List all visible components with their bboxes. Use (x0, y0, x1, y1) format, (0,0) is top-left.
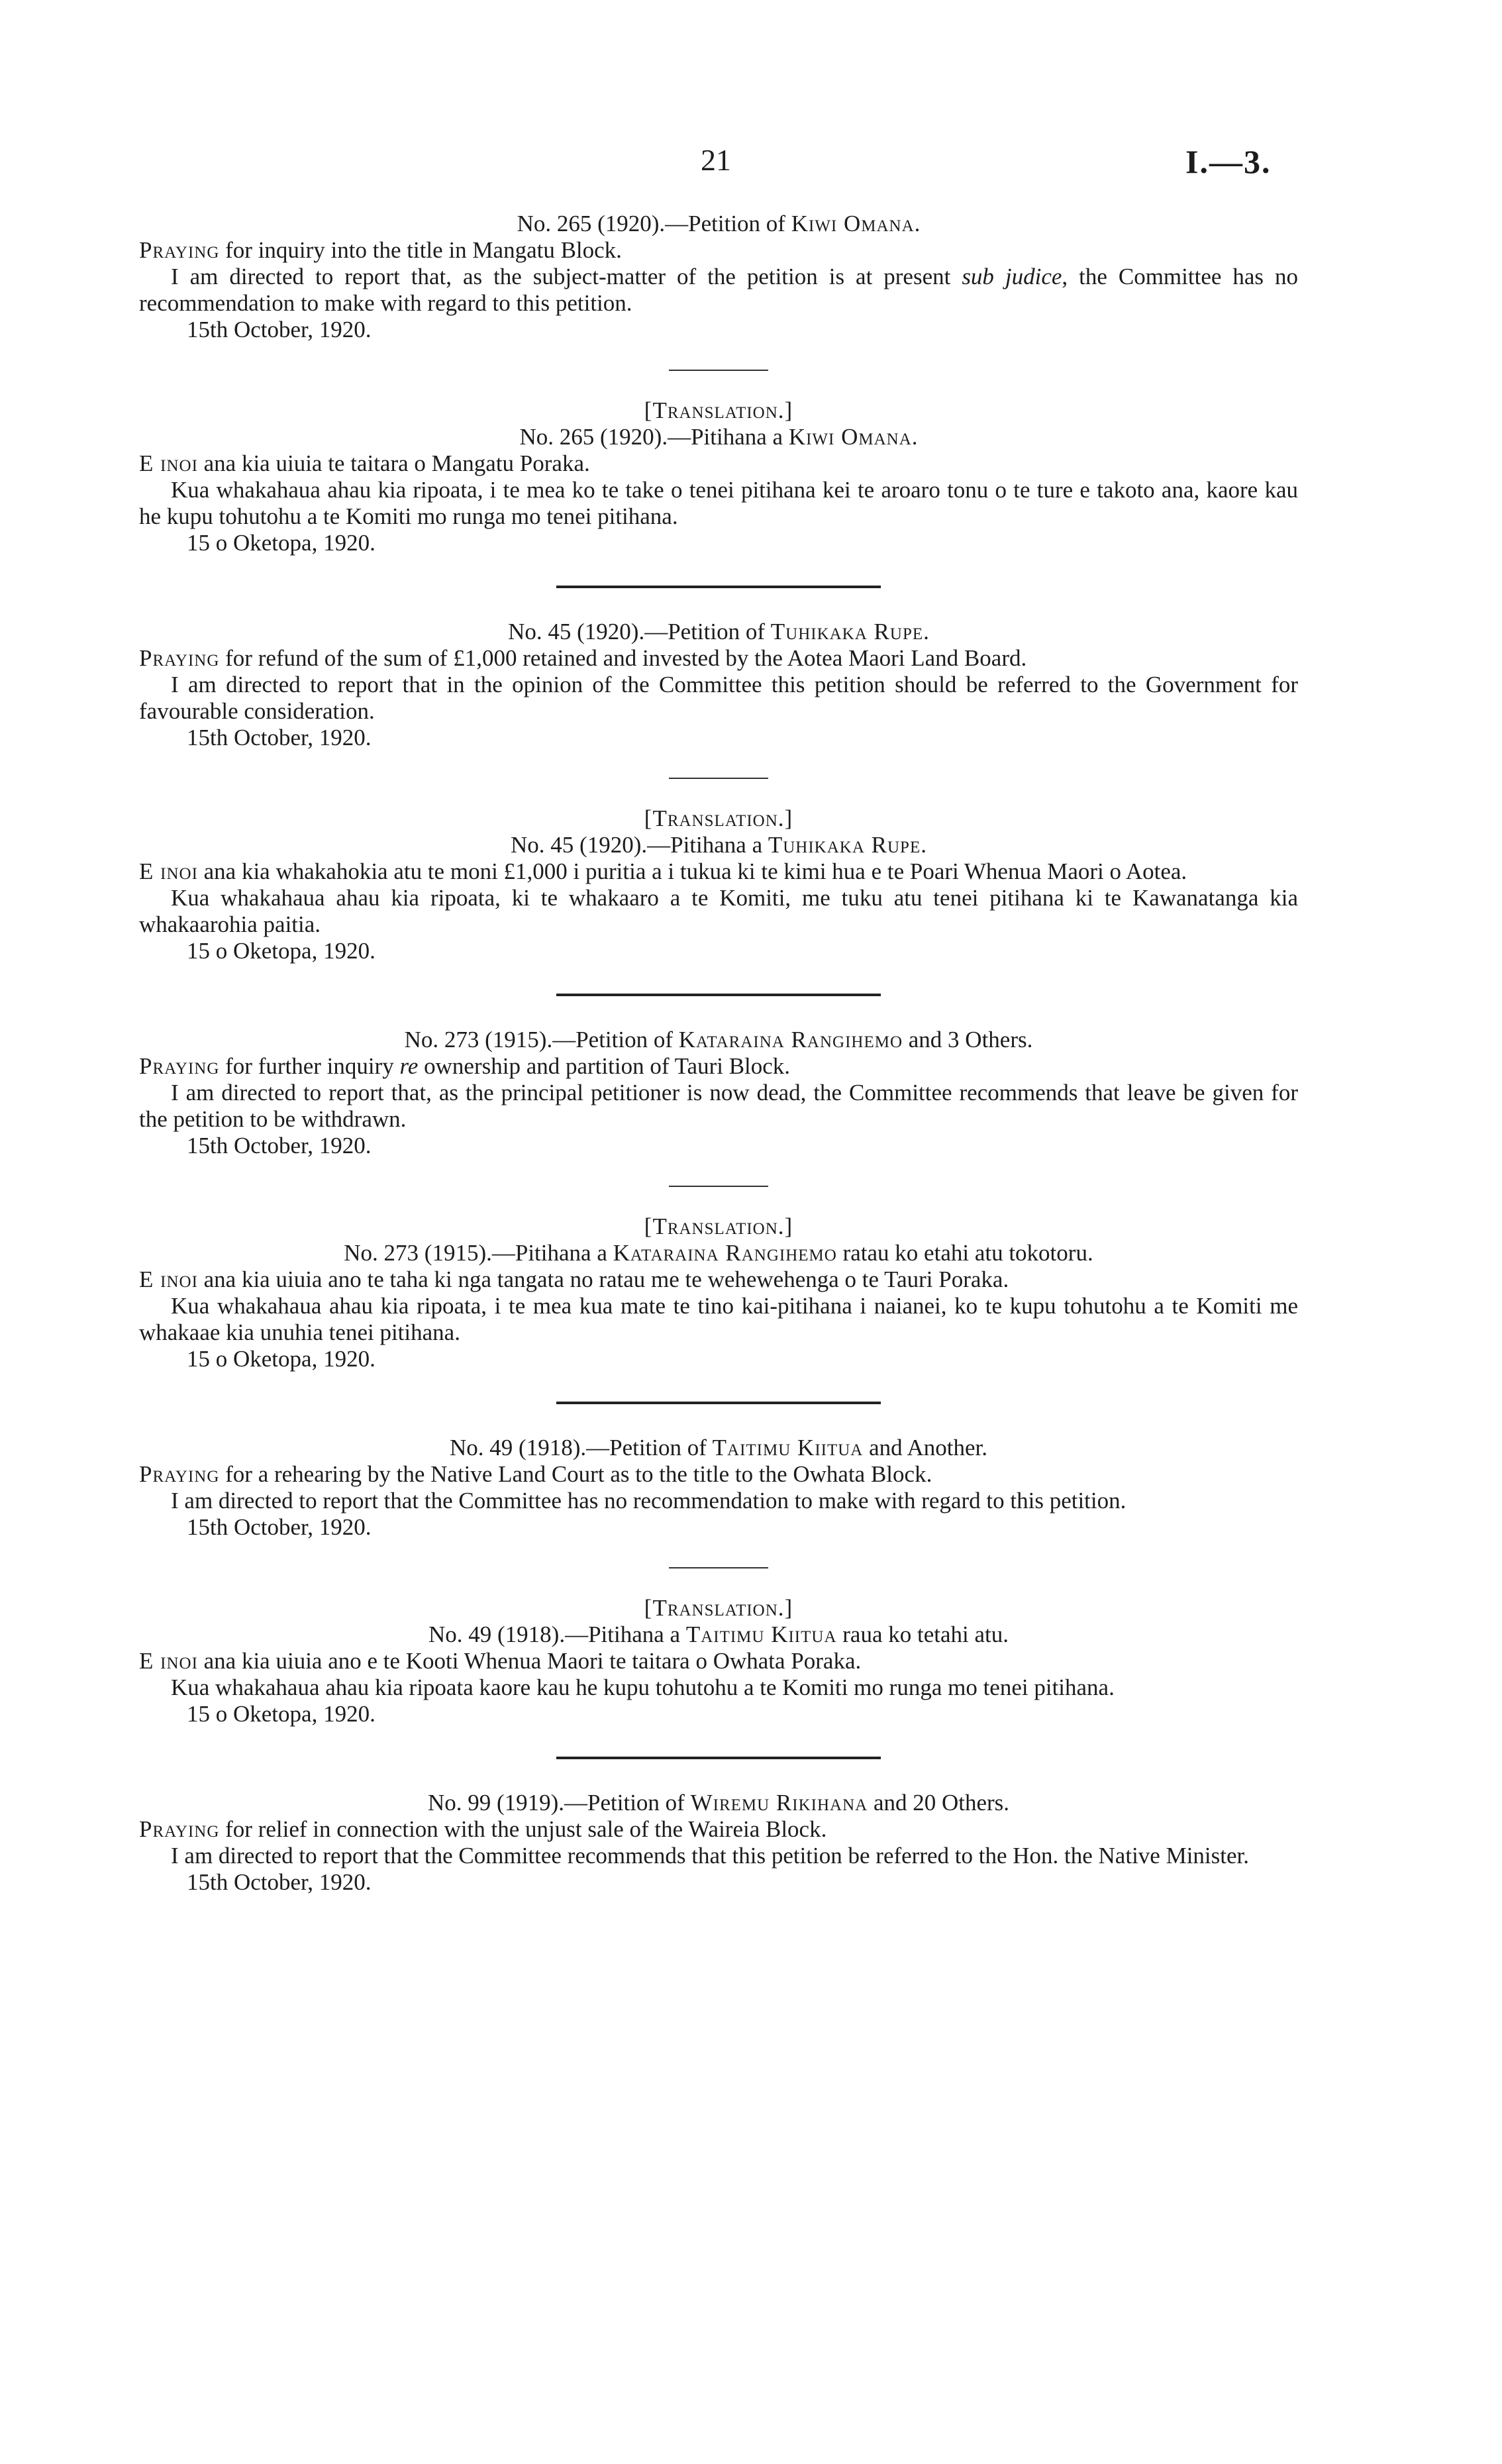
report-text: I am directed to report that, as the subject-matter of the petition is at present sub judice, the Committee has no recommendation to make with regard to this petition. (139, 264, 1298, 316)
inoi-line: E inoi ana kia whakahokia atu te moni £1,000 i puritia a i tukua ki te kimi hua e te Poari Whenua Maori o Aotea. (139, 858, 1187, 884)
report-text: I am directed to report that, as the principal petitioner is now dead, the Committee recommends that leave be given for the petition to be withdrawn. (139, 1080, 1298, 1132)
page-content (139, 211, 1298, 1896)
petition-273-english (139, 1027, 1298, 1159)
petition-49-translation (139, 1595, 1298, 1727)
short-divider (669, 370, 768, 371)
petition-heading: No. 273 (1915).—Pitihana a Kataraina Rangihemo ratau ko etahi atu tokotoru. (344, 1240, 1093, 1266)
document-reference: I.—3. (1185, 143, 1272, 180)
petition-265-english (139, 211, 1298, 343)
report-date: 15 o Oketopa, 1920. (187, 1701, 376, 1727)
petition-99-english (139, 1790, 1298, 1896)
report-date: 15 o Oketopa, 1920. (187, 530, 376, 556)
inoi-line: E inoi ana kia uiuia ano te taha ki nga tangata no ratau me te wehewehenga o te Tauri Poraka. (139, 1266, 1009, 1292)
petition-265-translation (139, 397, 1298, 556)
long-divider (556, 994, 881, 996)
petition-heading: No. 273 (1915).—Petition of Kataraina Rangihemo and 3 Others. (404, 1027, 1033, 1052)
report-text: I am directed to report that the Committee recommends that this petition be referred to the Hon. the Native Minister. (171, 1843, 1249, 1869)
short-divider (669, 1186, 768, 1187)
praying-line: Praying for relief in connection with the unjust sale of the Waireia Block. (139, 1816, 827, 1842)
report-date: 15th October, 1920. (187, 1869, 372, 1895)
praying-line: Praying for a rehearing by the Native Land Court as to the title to the Owhata Block. (139, 1461, 932, 1487)
petition-heading: No. 265 (1920).—Pitihana a Kiwi Omana. (519, 424, 918, 450)
praying-line: Praying for refund of the sum of £1,000 retained and invested by the Aotea Maori Land Board. (139, 645, 1027, 671)
long-divider (556, 1757, 881, 1759)
translation-label: [Translation.] (644, 1595, 793, 1621)
short-divider (669, 778, 768, 779)
report-text: I am directed to report that the Committee has no recommendation to make with regard to this petition. (171, 1488, 1126, 1514)
report-date: 15 o Oketopa, 1920. (187, 938, 376, 964)
report-date: 15th October, 1920. (187, 1514, 372, 1540)
translation-label: [Translation.] (644, 1213, 793, 1239)
translation-label: [Translation.] (644, 805, 793, 831)
petition-heading: No. 45 (1920).—Pitihana a Tuhikaka Rupe. (511, 832, 926, 858)
petition-49-english (139, 1435, 1298, 1541)
report-text: Kua whakahaua ahau kia ripoata, ki te whakaaro a te Komiti, me tuku atu tenei pitihana ki te Kawanatanga kia whakaarohia paitia. (139, 885, 1298, 937)
page-number: 21 (701, 143, 731, 177)
petition-heading: No. 49 (1918).—Petition of Taitimu Kiitua and Another. (450, 1435, 987, 1461)
report-text: I am directed to report that in the opinion of the Committee this petition should be referred to the Government for favourable consideration. (139, 672, 1298, 724)
page-header (0, 142, 1502, 189)
petition-heading: No. 265 (1920).—Petition of Kiwi Omana. (517, 211, 921, 236)
praying-line: Praying for further inquiry re ownership and partition of Tauri Block. (139, 1053, 791, 1079)
petition-45-translation (139, 805, 1298, 964)
report-date: 15 o Oketopa, 1920. (187, 1346, 376, 1372)
report-text: Kua whakahaua ahau kia ripoata, i te mea ko te take o tenei pitihana kei te aroaro tonu o te ture e takoto ana, kaore kau he kupu tohutohu a te Komiti mo runga mo tenei pitihana. (139, 477, 1298, 529)
report-date: 15th October, 1920. (187, 1133, 372, 1158)
report-text: Kua whakahaua ahau kia ripoata, i te mea kua mate te tino kai-pitihana i naianei, ko te kupu tohutohu a te Komiti me whakaae kia unuhia tenei pitihana. (139, 1293, 1298, 1345)
translation-label: [Translation.] (644, 397, 793, 423)
inoi-line: E inoi ana kia uiuia ano e te Kooti Whenua Maori te taitara o Owhata Poraka. (139, 1648, 862, 1674)
petition-45-english (139, 619, 1298, 751)
long-divider (556, 1402, 881, 1404)
report-text: Kua whakahaua ahau kia ripoata kaore kau he kupu tohutohu a te Komiti mo runga mo tenei pitihana. (171, 1674, 1115, 1700)
praying-line: Praying for inquiry into the title in Mangatu Block. (139, 237, 622, 263)
petition-heading: No. 99 (1919).—Petition of Wiremu Rikihana and 20 Others. (427, 1790, 1010, 1816)
short-divider (669, 1567, 768, 1568)
inoi-line: E inoi ana kia uiuia te taitara o Mangatu Poraka. (139, 450, 590, 476)
petition-heading: No. 49 (1918).—Pitihana a Taitimu Kiitua raua ko tetahi atu. (428, 1621, 1009, 1647)
petition-273-translation (139, 1213, 1298, 1372)
long-divider (556, 586, 881, 588)
report-date: 15th October, 1920. (187, 725, 372, 750)
report-date: 15th October, 1920. (187, 317, 372, 342)
petition-heading: No. 45 (1920).—Petition of Tuhikaka Rupe. (508, 619, 929, 644)
